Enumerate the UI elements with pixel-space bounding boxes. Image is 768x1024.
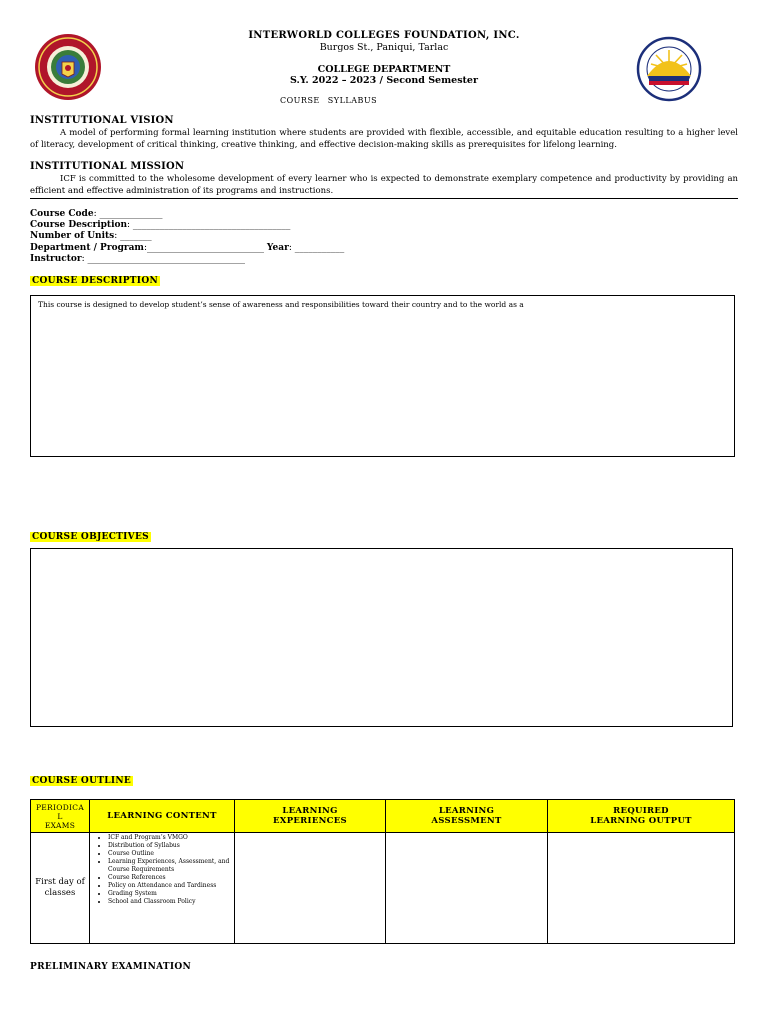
period-line: First day of [35,877,85,887]
content-cell[interactable] [90,833,235,944]
list-item: • Policy on Attendance and Tardiness [108,882,234,890]
col-periodical-line: L [57,811,63,821]
period-cell [31,833,90,944]
instructor-blank[interactable]: : ___________________________________ [81,253,246,264]
document-type: COURSE SYLLABUS [280,96,378,105]
list-item: • ICF and Program’s VMGO [108,834,234,842]
school-year: S.Y. 2022 – 2023 / Second Semester [289,75,478,86]
list-item: • School and Classroom Policy [108,898,234,906]
col-learning-assessment [386,800,548,833]
mission-title: INSTITUTIONAL MISSION [30,161,185,172]
course-objectives-box[interactable] [30,548,733,727]
section-divider [30,198,738,199]
course-description-box[interactable] [30,295,735,457]
year-blank[interactable]: : ___________ [288,242,345,253]
table-header-row [31,800,735,833]
course-outline-table [30,799,735,944]
period-line: classes [44,888,76,898]
year-label: Year [266,242,289,253]
program-line [30,243,344,254]
col-learning-experiences [235,800,386,833]
course-code-label: Course Code [30,209,94,219]
mission-text: ICF is committed to the wholesome development of every learner who is expected to demonstrate exemplary competence and productivity by providing an efficient and effective administration of its programs and instructions. [30,174,738,196]
course-outline-heading: COURSE OUTLINE [32,776,132,786]
col-assessment-line: ASSESSMENT [431,816,502,826]
col-required-output [548,800,735,833]
learning-content-list [90,834,234,906]
col-experiences-line: LEARNING [282,806,338,816]
list-item: • Grading System [108,890,234,898]
col-periodical-line: EXAMS [44,820,76,830]
list-item: • Distribution of Syllabus [108,842,234,850]
course-info-fields [30,209,344,265]
program-blank[interactable]: :__________________________ [143,242,265,253]
vision-text: A model of performing formal learning institution where students are provided with flexible, accessible, and equitable education resulting to a higher level of literacy, development of critical thinking, creative thinking, and effective decision-making skills as prerequisites for lifelong learning. [30,128,738,150]
instructor-line [30,254,344,265]
col-periodical-line: PERIODICA [35,802,85,812]
school-address: Burgos St., Paniqui, Tarlac [319,42,449,53]
vision-title: INSTITUTIONAL VISION [30,115,174,126]
col-periodical-exams [31,800,90,833]
course-code-blank[interactable]: : ______________ [93,209,163,219]
course-description-line [30,220,344,231]
course-description-label: Course Description [30,220,128,231]
assessment-cell[interactable] [386,833,548,944]
course-code-line [30,209,344,220]
units-blank[interactable]: : _______ [114,231,152,242]
course-description-heading: COURSE DESCRIPTION [32,276,158,286]
list-item: • Course References [108,874,234,882]
col-experiences-line: EXPERIENCES [273,816,347,826]
units-line [30,231,344,242]
list-item: • Course Outline [108,850,234,858]
table-row [31,833,735,944]
department-title: COLLEGE DEPARTMENT [317,64,451,75]
col-output-line: LEARNING OUTPUT [590,816,692,826]
experiences-cell[interactable] [235,833,386,944]
school-name: INTERWORLD COLLEGES FOUNDATION, INC. [248,30,520,41]
output-cell[interactable] [548,833,735,944]
program-label: Department / Program [30,242,144,253]
units-label: Number of Units [30,231,115,242]
col-learning-content: LEARNING CONTENT [90,800,235,833]
course-description-blank[interactable]: : ___________________________________ [127,220,291,231]
course-objectives-heading: COURSE OBJECTIVES [32,532,149,542]
instructor-label: Instructor [30,253,82,264]
col-assessment-line: LEARNING [438,806,495,816]
list-item: • Learning Experiences, Assessment, and Course Requirements [108,858,234,874]
preliminary-examination-heading: PRELIMINARY EXAMINATION [30,962,192,972]
col-output-line: REQUIRED [613,806,669,816]
course-description-text: This course is designed to develop student’s sense of awareness and responsibilities toward their country and to the world as a [38,300,524,309]
